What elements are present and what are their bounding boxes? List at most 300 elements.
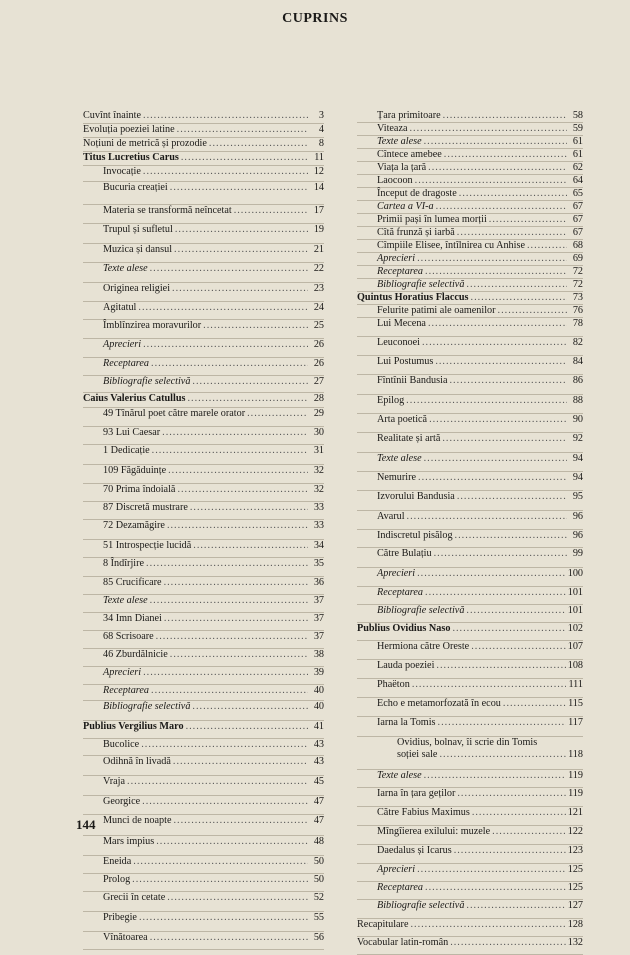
toc-entry-page-number: 55 [313,912,324,923]
toc-entry [83,445,324,465]
toc-entry-page-number: 21 [313,244,324,255]
toc-entry-page-number: 78 [572,318,583,329]
toc-entry-title: Vînătoarea [103,932,148,943]
dot-leader [422,337,567,349]
toc-entry [357,253,583,266]
toc-entry [83,739,324,756]
dot-leader [466,279,567,291]
toc-entry-page-number: 34 [313,540,324,551]
dot-leader [156,836,308,848]
toc-entry [357,623,583,641]
toc-entry-title: Leuconoei [377,337,420,348]
toc-entry [357,919,583,937]
toc-entry-title: 70 Prima îndoială [103,484,176,495]
toc-entry-page-number: 90 [572,414,583,425]
toc-entry [83,649,324,667]
dot-leader [466,605,565,617]
toc-entry [357,679,583,698]
toc-entry-page-number: 43 [313,739,324,750]
toc-entry [83,320,324,339]
toc-entry-title: Georgice [103,796,141,807]
dot-leader [457,227,567,239]
toc-entry [83,892,324,912]
toc-entry-title: Muzica și dansul [103,244,173,255]
toc-entry-title: Țara primitoare [377,110,441,121]
dot-leader [181,152,308,164]
toc-entry-title: Mîngîierea exilului: muzele [377,826,491,837]
toc-entry-page-number: 121 [567,807,583,818]
toc-entry-page-number: 99 [572,548,583,559]
toc-entry [83,721,324,739]
toc-entry-page-number: 69 [572,253,583,264]
dot-leader [472,807,566,819]
toc-entry-page-number: 26 [313,339,324,350]
dot-leader [417,253,567,265]
toc-entry-page-number: 23 [313,283,324,294]
toc-entry [357,491,583,511]
dot-leader [156,631,308,643]
toc-entry-title: Prolog [103,874,131,885]
dot-leader [410,919,565,931]
toc-entry-page-number: 26 [313,358,324,369]
toc-entry [83,408,324,427]
toc-entry [357,587,583,605]
toc-entry-title: Avarul [377,511,405,522]
toc-entry-title: Receptarea [103,358,150,369]
toc-entry-page-number: 111 [568,679,583,690]
toc-entry-title: Nemurire [377,472,417,483]
toc-entry [357,188,583,201]
toc-entry [357,568,583,587]
toc-entry-title: 1 Dedicație [103,445,150,456]
dot-leader [146,558,308,570]
dot-leader [407,511,567,523]
toc-entry-title: Viața la țară [377,162,427,173]
page-number: 144 [76,817,96,832]
dot-leader [412,679,567,691]
dot-leader [434,548,567,560]
dot-leader [175,224,308,236]
toc-entry [357,770,583,788]
toc-entry-page-number: 22 [313,263,324,274]
toc-entry-title: Aprecieri [377,568,416,579]
toc-entry-page-number: 125 [567,864,583,875]
dot-leader [471,292,567,304]
toc-entry-page-number: 118 [568,749,583,760]
dot-leader [133,856,308,868]
toc-entry [83,874,324,892]
toc-entry-page-number: 33 [313,520,324,531]
dot-leader [190,502,308,514]
toc-entry-title: Vocabular latin-român [357,937,449,948]
toc-entry-title: soției sale [397,749,438,760]
dot-leader [418,472,567,484]
toc-entry-title: Aprecieri [377,864,416,875]
dot-leader [152,445,308,457]
toc-entry [357,136,583,149]
toc-entry-page-number: 64 [572,175,583,186]
toc-entry-page-number: 32 [313,484,324,495]
toc-entry-page-number: 102 [567,623,583,634]
dot-leader [192,701,308,713]
toc-entry-page-number: 3 [318,110,324,121]
toc-entry [357,149,583,162]
toc-entry-title: Cîtă frunză și iarbă [377,227,455,238]
toc-entry-page-number: 123 [567,845,583,856]
dot-leader [406,395,567,407]
toc-entry-title: Lauda poeziei [377,660,435,671]
toc-entry [357,162,583,175]
toc-entry-title: Bibliografie selectivă [103,376,191,387]
toc-entry-page-number: 67 [572,201,583,212]
toc-entry-title: Bucuria creației [103,182,168,193]
toc-entry-title: Lui Postumus [377,356,434,367]
toc-entry-title: Către Bulațiu [377,548,432,559]
toc-entry-title: Aprecieri [103,339,142,350]
dot-leader [193,540,308,552]
dot-leader [150,595,308,607]
toc-entry-page-number: 17 [313,205,324,216]
toc-entry-page-number: 48 [313,836,324,847]
dot-leader [162,427,308,439]
toc-entry [83,502,324,520]
toc-entry-page-number: 107 [567,641,583,652]
toc-entry-title: 8 Îndîrjire [103,558,145,569]
toc-entry-page-number: 24 [313,302,324,313]
toc-entry-page-number: 37 [313,595,324,606]
toc-entry-page-number: 132 [567,937,583,948]
dot-leader [415,175,567,187]
dot-leader [503,698,566,710]
toc-entry-title: Texte alese [103,595,148,606]
dot-leader [170,182,308,194]
toc-entry-title: Odihnă în livadă [103,756,171,767]
toc-entry-page-number: 58 [572,110,583,121]
toc-entry-title: Lui Mecena [377,318,426,329]
dot-leader [139,912,308,924]
dot-leader [438,717,567,729]
toc-entry-title: 51 Introspecție lucidă [103,540,192,551]
dot-leader [143,166,308,178]
toc-entry-page-number: 47 [313,815,324,826]
toc-entry-title: Receptarea [103,685,150,696]
toc-entry [357,717,583,737]
dot-leader [151,685,308,697]
toc-entry-page-number: 62 [572,162,583,173]
toc-entry-page-number: 56 [313,932,324,943]
dot-leader [439,749,566,761]
toc-entry-title: Viteaza [377,123,408,134]
dot-leader [164,577,308,589]
toc-entry [83,558,324,577]
toc-entry-page-number: 19 [313,224,324,235]
toc-entry [357,548,583,568]
toc-entry [83,182,324,205]
toc-entry-title: Grecii în cetate [103,892,166,903]
toc-entry [357,882,583,900]
toc-entry-title: 87 Discretă mustrare [103,502,188,513]
toc-entry [83,263,324,283]
dot-leader [471,641,566,653]
toc-entry-title: Publius Vergilius Maro [83,721,184,732]
dot-leader [167,892,308,904]
toc-entry-title: Aprecieri [103,667,142,678]
dot-leader [452,623,565,635]
toc-entry-title: Izvorului Bandusia [377,491,455,502]
toc-entry [357,395,583,414]
toc-entry-page-number: 12 [313,166,324,177]
toc-entry [357,227,583,240]
toc-entry [357,864,583,882]
dot-leader [150,263,308,275]
toc-entry-page-number: 119 [568,770,583,781]
toc-entry-page-number: 86 [572,375,583,386]
dot-leader [429,414,567,426]
toc-entry-page-number: 59 [572,123,583,134]
toc-entry [83,836,324,856]
toc-entry [83,358,324,376]
toc-entry [83,244,324,263]
toc-entry-title: Arta poetică [377,414,428,425]
toc-entry-page-number: 100 [567,568,583,579]
toc-entry [83,540,324,558]
toc-entry-title: Echo e metamorfozată în ecou [377,698,501,709]
dot-leader [450,937,566,949]
toc-entry-page-number: 73 [572,292,583,303]
dot-leader [143,339,308,351]
toc-entry-title: Epilog [377,395,405,406]
toc-entry-title: Bibliografie selectivă [377,605,465,616]
toc-entry-title: Felurite patimi ale oamenilor [377,305,496,316]
toc-entry [357,123,583,136]
toc-entry-title: Îmblînzirea moravurilor [103,320,202,331]
toc-entry-page-number: 82 [572,337,583,348]
toc-entry-page-number: 76 [572,305,583,316]
toc-entry [83,484,324,502]
dot-leader [174,244,308,256]
dot-leader [492,826,566,838]
toc-entry-title: 93 Lui Caesar [103,427,161,438]
toc-entry-title: 46 Zburdălnicie [103,649,168,660]
toc-entry-title: Cîntece amebee [377,149,442,160]
toc-entry-title: Primii pași în lumea morții [377,214,487,225]
toc-entry [357,737,583,770]
toc-entry-title: Cartea a VI-a [377,201,434,212]
toc-entry-title: Fîntînii Bandusia [377,375,448,386]
toc-entry [357,175,583,188]
dot-leader [489,214,567,226]
dot-leader [173,815,308,827]
toc-entry [83,302,324,320]
toc-entry-title: Agitatul [103,302,137,313]
toc-entry [83,756,324,776]
toc-entry-page-number: 40 [313,685,324,696]
dot-leader [209,138,308,150]
toc-entry-title: Laocoon [377,175,413,186]
dot-leader [527,240,567,252]
toc-entry-page-number: 88 [572,395,583,406]
toc-entry-page-number: 4 [318,124,324,135]
toc-entry-page-number: 27 [313,376,324,387]
dot-leader [192,376,308,388]
toc-entry-page-number: 61 [572,136,583,147]
dot-leader [143,110,308,122]
toc-entry-title: Aprecieri [377,253,416,264]
toc-entry [357,530,583,548]
toc-entry-page-number: 101 [567,587,583,598]
toc-entry [83,224,324,244]
toc-entry-title: 49 Tînărul poet către marele orator [103,408,246,419]
toc-entry-page-number: 108 [567,660,583,671]
toc-entry-page-number: 14 [313,182,324,193]
dot-leader [138,302,308,314]
toc-entry [357,305,583,318]
toc-entry-page-number: 92 [572,433,583,444]
toc-entry-title: Hermiona către Oreste [377,641,470,652]
toc-entry [357,375,583,395]
toc-entry-title: Daedalus și Icarus [377,845,452,856]
toc-entry-page-number: 29 [313,408,324,419]
toc-entry-title: Receptarea [377,266,424,277]
dot-leader [466,900,565,912]
toc-entry-page-number: 33 [313,502,324,513]
toc-entry-page-number: 50 [313,874,324,885]
toc-entry [83,577,324,595]
toc-entry-page-number: 30 [313,427,324,438]
toc-entry-page-number: 28 [313,393,324,404]
toc-entry [357,266,583,279]
toc-entry-page-number: 25 [313,320,324,331]
toc-entry-page-number: 96 [572,511,583,522]
toc-entry-title: Pribegie [103,912,137,923]
toc-entry [83,124,324,138]
dot-leader [177,484,308,496]
toc-entry-page-number: 65 [572,188,583,199]
toc-entry-title: Trupul și sufletul [103,224,173,235]
dot-leader [444,149,567,161]
toc-entry-title: Invocație [103,166,141,177]
dot-leader [203,320,308,332]
toc-entry [357,201,583,214]
toc-entry [357,279,583,292]
toc-entry-title: 72 Dezamăgire [103,520,165,531]
toc-entry-page-number: 35 [313,558,324,569]
toc-entry-title: Noțiuni de metrică și prozodie [83,138,207,149]
dot-leader [142,796,308,808]
toc-entry-page-number: 39 [313,667,324,678]
toc-entry-title: Bibliografie selectivă [103,701,191,712]
toc-entry-page-number: 122 [567,826,583,837]
toc-entry-title: Iarna la Tomis [377,717,436,728]
dot-leader [443,110,567,122]
toc-entry-page-number: 72 [572,266,583,277]
dot-leader [173,756,308,768]
toc-entry [357,900,583,919]
page-title: CUPRINS [282,11,348,26]
dot-leader [417,568,566,580]
toc-entry-page-number: 31 [313,445,324,456]
toc-entry [83,138,324,152]
toc-entry [357,110,583,123]
toc-entry-page-number: 43 [313,756,324,767]
toc-entry [83,152,324,166]
toc-entry [357,937,583,955]
toc-entry-title: Bibliografie selectivă [377,279,465,290]
toc-entry [357,453,583,472]
toc-entry-page-number: 32 [313,465,324,476]
toc-entry-page-number: 41 [313,721,324,732]
dot-leader [454,845,566,857]
toc-entry-title: 68 Scrisoare [103,631,154,642]
toc-entry-title: Evoluția poeziei latine [83,124,175,135]
toc-entry [83,339,324,358]
toc-entry [357,698,583,717]
toc-entry [83,283,324,302]
toc-entry-title: Texte alese [377,770,422,781]
toc-entry [83,376,324,393]
toc-entry-page-number: 115 [568,698,583,709]
toc-entry [83,776,324,796]
dot-leader [455,530,567,542]
dot-leader [141,739,308,751]
dot-leader [168,465,308,477]
toc-entry-title: Recapitulare [357,919,409,930]
dot-leader [428,162,567,174]
dot-leader [186,721,308,733]
dot-leader [187,393,308,405]
toc-entry-page-number: 96 [572,530,583,541]
toc-entry-page-number: 37 [313,613,324,624]
toc-entry-page-number: 67 [572,214,583,225]
toc-entry-title: Phaëton [377,679,410,690]
toc-entry-title: Caius Valerius Catullus [83,393,186,404]
dot-leader [234,205,308,217]
dot-leader [442,433,567,445]
dot-leader [425,882,566,894]
toc-entry [83,932,324,950]
toc-entry-page-number: 95 [572,491,583,502]
toc-entry [83,205,324,224]
dot-leader [151,358,308,370]
dot-leader [449,375,567,387]
toc-entry [83,631,324,649]
toc-entry-page-number: 45 [313,776,324,787]
toc-entry [83,796,324,815]
toc-entry [357,511,583,530]
toc-entry-page-number: 125 [567,882,583,893]
toc-entry [83,685,324,701]
dot-leader [436,660,565,672]
dot-leader [425,587,566,599]
toc-entry [357,356,583,375]
dot-leader [167,520,308,532]
toc-entry [357,214,583,227]
toc-entry [357,641,583,660]
dot-leader [150,932,308,944]
toc-entry-page-number: 8 [318,138,324,149]
dot-leader [425,266,567,278]
toc-entry-title: Eneida [103,856,132,867]
toc-entry-page-number: 84 [572,356,583,367]
toc-entry [83,393,324,408]
toc-entry-page-number: 61 [572,149,583,160]
toc-entry [357,605,583,623]
toc-entry-title: Vraja [103,776,126,787]
toc-entry [357,292,583,305]
toc-entry-title: 34 Imn Dianei [103,613,162,624]
dot-leader [177,124,308,136]
dot-leader [170,649,308,661]
